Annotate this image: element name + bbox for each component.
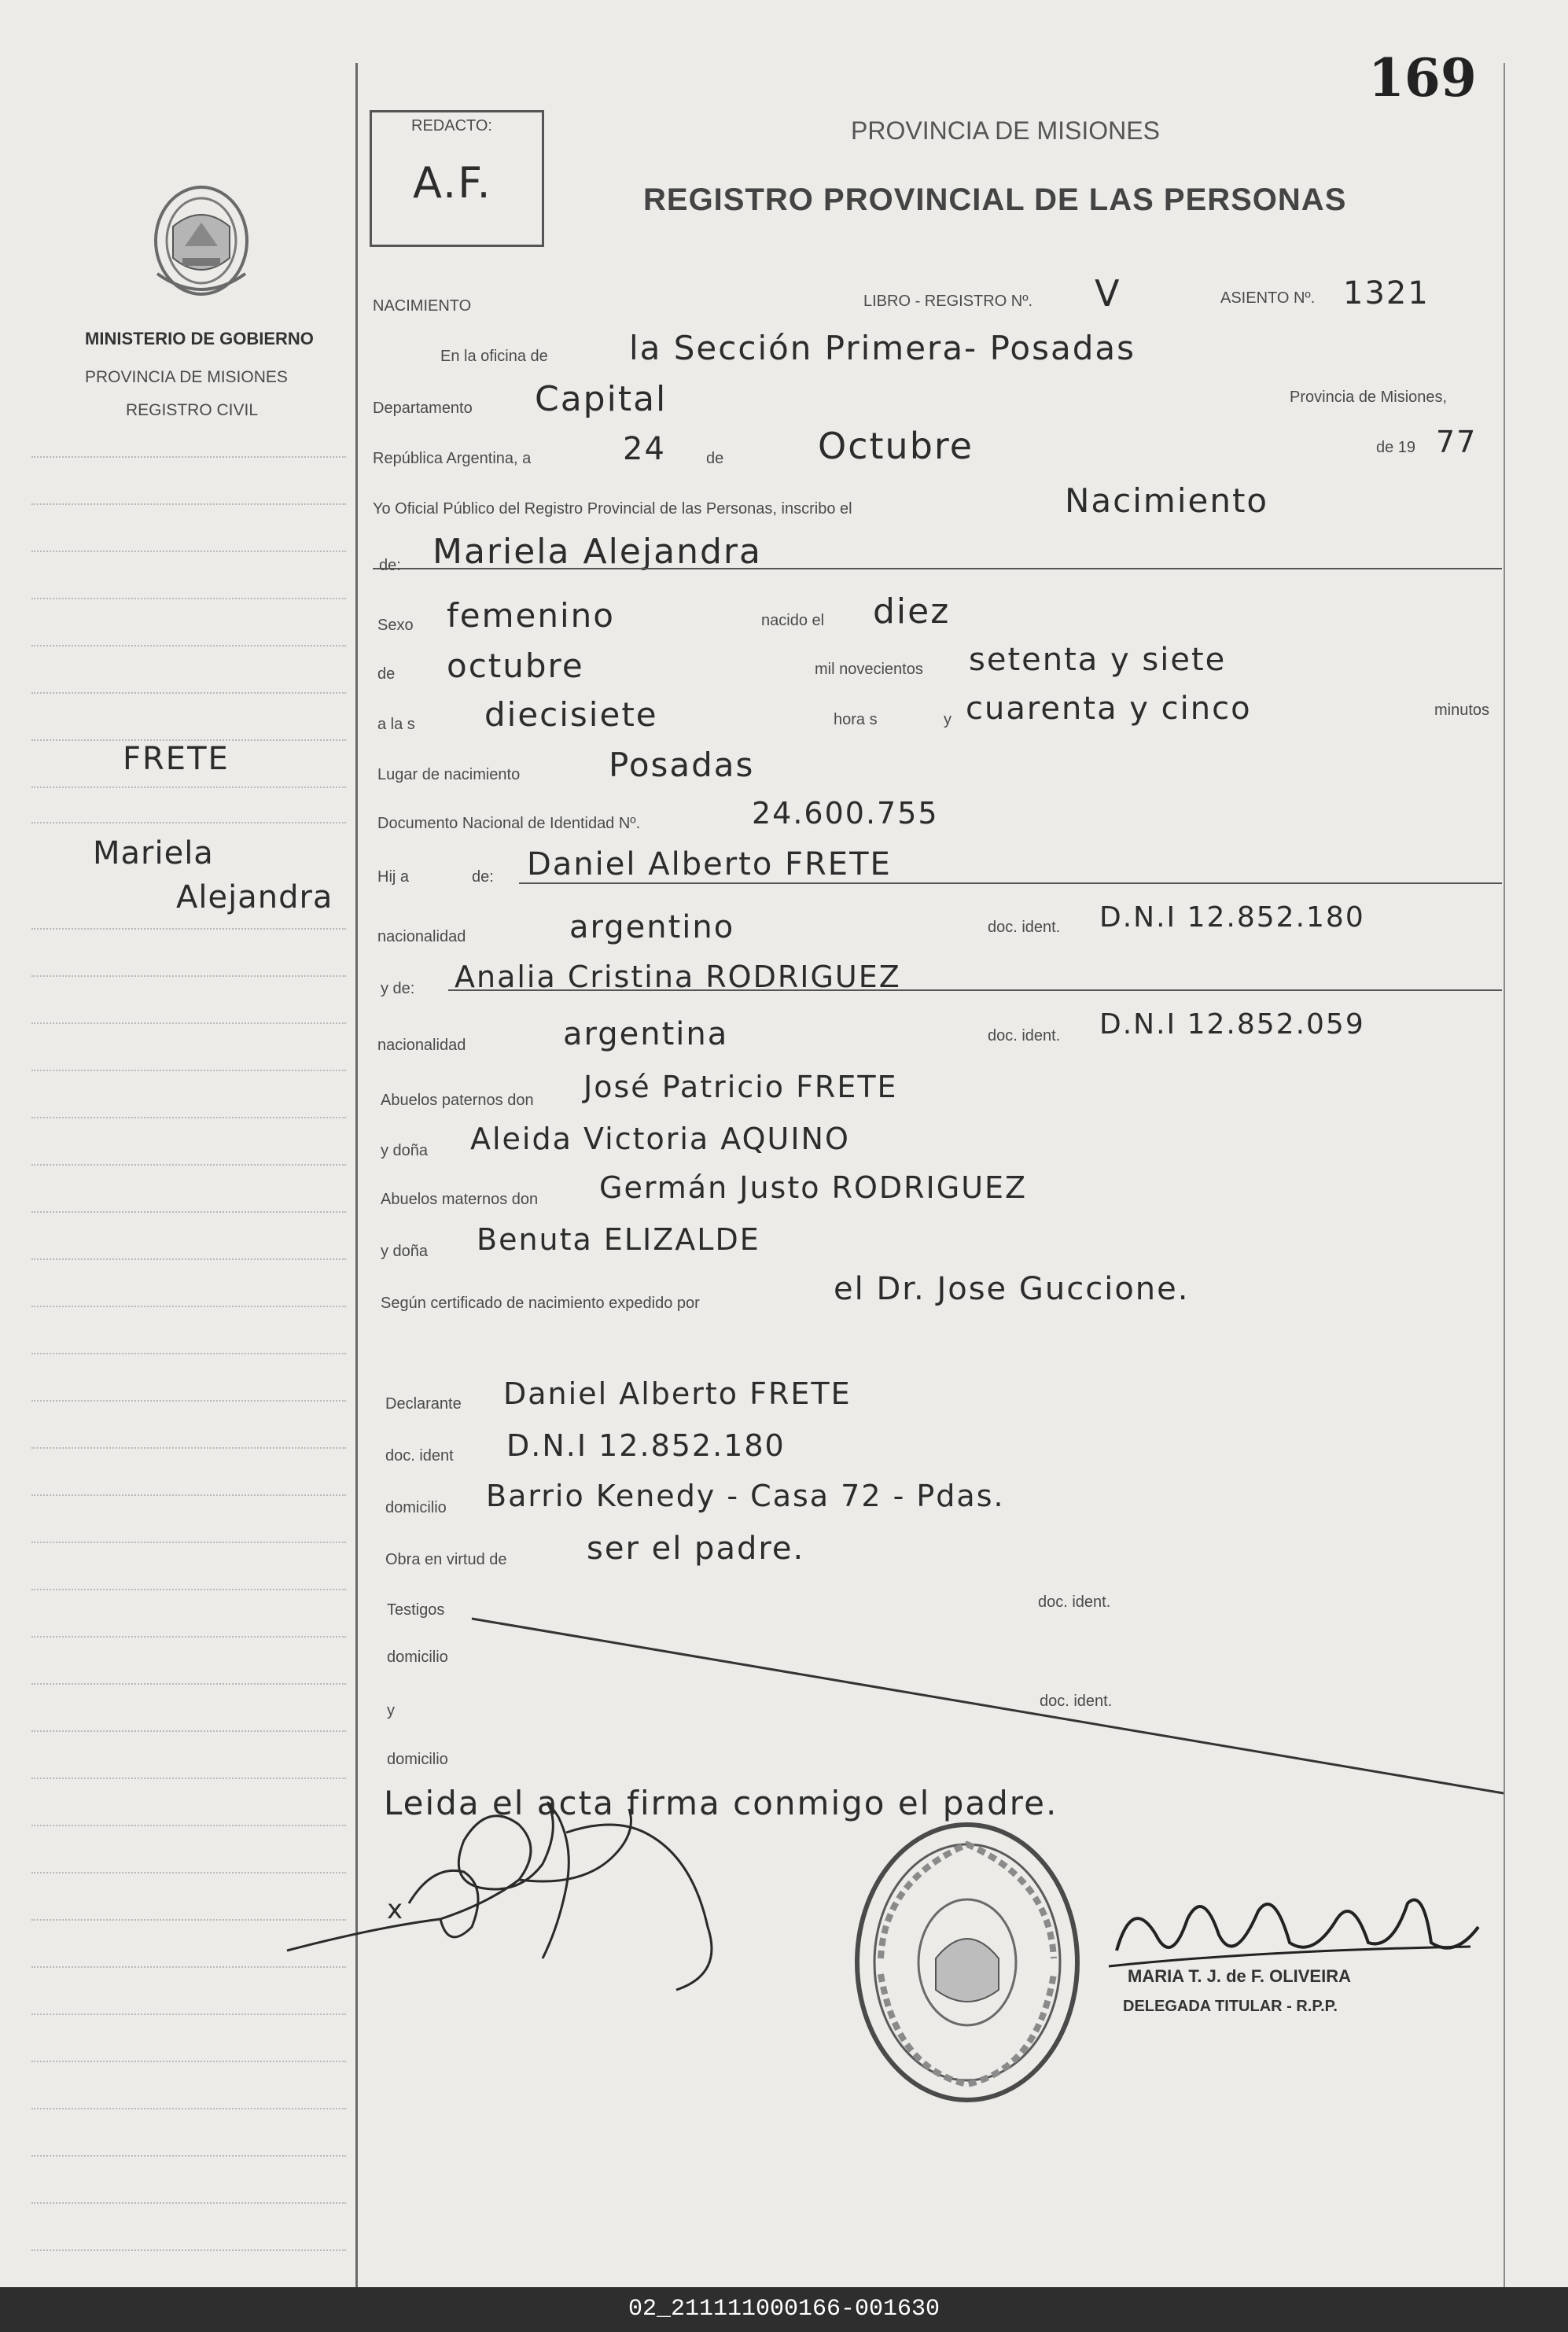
nombre-label: de: bbox=[379, 557, 401, 574]
redacto-label: REDACTO: bbox=[411, 117, 492, 134]
libro-label: LIBRO - REGISTRO Nº. bbox=[863, 293, 1033, 310]
mes2-value: octubre bbox=[447, 647, 584, 685]
abm-label: Abuelos maternos don bbox=[381, 1191, 539, 1208]
minutos-label: minutos bbox=[1434, 702, 1490, 719]
official-name: MARIA T. J. de F. OLIVEIRA bbox=[1128, 1966, 1351, 1986]
anio-label: de 19 bbox=[1376, 439, 1416, 456]
domicilio3-label: domicilio bbox=[387, 1751, 448, 1768]
redacto-value: A.F. bbox=[413, 158, 492, 208]
abp-value: José Patricio FRETE bbox=[583, 1070, 898, 1104]
asiento-label: ASIENTO Nº. bbox=[1220, 289, 1316, 307]
declarant-signature bbox=[283, 1770, 755, 2006]
de2-label: de bbox=[377, 665, 396, 683]
file-id-footer: 02_211111000166-001630 bbox=[0, 2287, 1568, 2332]
right-border bbox=[1504, 63, 1505, 2287]
hij-label: Hij a bbox=[377, 868, 410, 886]
nombre-value: Mariela Alejandra bbox=[432, 532, 762, 572]
doc1-label: doc. ident. bbox=[988, 919, 1061, 936]
republica-label: República Argentina, a bbox=[373, 450, 532, 467]
margin-given-2: Alejandra bbox=[176, 879, 333, 915]
departamento-value: Capital bbox=[535, 379, 668, 419]
x-mark: x bbox=[387, 1894, 405, 1925]
record-type-label: NACIMIENTO bbox=[373, 297, 472, 315]
padre-underline bbox=[519, 882, 1502, 884]
oficina-label: En la oficina de bbox=[440, 348, 548, 365]
doc2-value: D.N.I 12.852.059 bbox=[1099, 1008, 1365, 1041]
header-province: PROVINCIA DE MISIONES bbox=[851, 116, 1160, 145]
testigos-label: Testigos bbox=[387, 1601, 445, 1619]
provincia-label: Provincia de Misiones, bbox=[1290, 389, 1448, 406]
doc1-value: D.N.I 12.852.180 bbox=[1099, 901, 1365, 934]
margin-given-1: Mariela bbox=[93, 835, 214, 871]
padre-value: Daniel Alberto FRETE bbox=[527, 846, 892, 882]
horas-label: hora s bbox=[834, 711, 878, 728]
abm-value: Germán Justo RODRIGUEZ bbox=[599, 1170, 1028, 1205]
yde-label: y de: bbox=[381, 980, 415, 997]
leida-text: Leida el acta firma conmigo el padre. bbox=[384, 1784, 1058, 1822]
mes-value: Octubre bbox=[818, 425, 974, 467]
lugar-value: Posadas bbox=[609, 746, 755, 784]
nacido-value: diez bbox=[873, 591, 951, 632]
dni-label: Documento Nacional de Identidad Nº. bbox=[377, 815, 641, 832]
doc-ident-label-2: doc. ident. bbox=[1040, 1693, 1113, 1710]
lugar-label: Lugar de nacimiento bbox=[377, 766, 521, 783]
doc-ident-label-1: doc. ident. bbox=[1038, 1593, 1111, 1611]
registro-civil-label: REGISTRO CIVIL bbox=[126, 401, 259, 419]
registry-round-stamp bbox=[849, 1817, 1085, 2108]
oficial-label: Yo Oficial Público del Registro Provincial de las Personas, inscribo el bbox=[373, 500, 852, 518]
doc2-label: doc. ident. bbox=[988, 1027, 1061, 1044]
coat-of-arms-emblem bbox=[142, 179, 261, 307]
dni-value: 24.600.755 bbox=[752, 796, 939, 831]
header-registry: REGISTRO PROVINCIAL DE LAS PERSONAS bbox=[643, 182, 1347, 217]
docdecl-label: doc. ident bbox=[385, 1447, 454, 1464]
oficina-value: la Sección Primera- Posadas bbox=[629, 329, 1136, 367]
anio-value: 77 bbox=[1436, 425, 1478, 459]
declarante-label: Declarante bbox=[385, 1395, 462, 1413]
declarante-value: Daniel Alberto FRETE bbox=[503, 1376, 852, 1411]
de-label: de bbox=[706, 450, 724, 467]
dia-value: 24 bbox=[623, 431, 666, 467]
nombre-underline bbox=[373, 568, 1502, 569]
departamento-label: Departamento bbox=[373, 400, 473, 417]
abm2-value: Benuta ELIZALDE bbox=[477, 1222, 760, 1257]
horas-value: diecisiete bbox=[484, 695, 658, 734]
obra-label: Obra en virtud de bbox=[385, 1551, 507, 1568]
de3-label: de: bbox=[472, 868, 494, 886]
segun-value: el Dr. Jose Guccione. bbox=[834, 1271, 1190, 1307]
obra-value: ser el padre. bbox=[587, 1531, 805, 1567]
ministry-label: MINISTERIO DE GOBIERNO bbox=[85, 329, 314, 348]
sexo-value: femenino bbox=[447, 596, 615, 635]
nacido-label: nacido el bbox=[761, 612, 825, 629]
redacto-box bbox=[370, 110, 544, 247]
official-title: DELEGADA TITULAR - R.P.P. bbox=[1123, 1998, 1338, 2015]
nac2-label: nacionalidad bbox=[377, 1037, 466, 1054]
ydona1-label: y doña bbox=[381, 1142, 429, 1159]
alas-label: a la s bbox=[377, 716, 415, 733]
asiento-value: 1321 bbox=[1343, 275, 1430, 311]
nac1-label: nacionalidad bbox=[377, 928, 466, 945]
minutos-value: cuarenta y cinco bbox=[966, 691, 1252, 727]
margin-surname: FRETE bbox=[123, 741, 230, 777]
segun-label: Según certificado de nacimiento expedido por bbox=[381, 1295, 700, 1312]
libro-value: V bbox=[1095, 272, 1121, 315]
domicilio2-label: domicilio bbox=[387, 1649, 448, 1666]
y2-label: y bbox=[387, 1702, 395, 1719]
mil-value: setenta y siete bbox=[969, 642, 1227, 678]
abp2-value: Aleida Victoria AQUINO bbox=[470, 1122, 850, 1156]
province-label: PROVINCIA DE MISIONES bbox=[85, 368, 288, 386]
abp-label: Abuelos paternos don bbox=[381, 1092, 534, 1109]
nac1-value: argentino bbox=[569, 909, 735, 945]
sexo-label: Sexo bbox=[377, 617, 414, 634]
page-number: 169 bbox=[1368, 47, 1477, 109]
domicilio-value: Barrio Kenedy - Casa 72 - Pdas. bbox=[486, 1479, 1005, 1513]
y-label: y bbox=[944, 711, 951, 728]
ydona2-label: y doña bbox=[381, 1243, 429, 1260]
nac2-value: argentina bbox=[563, 1016, 729, 1052]
docdecl-value: D.N.I 12.852.180 bbox=[506, 1428, 786, 1463]
domicilio-label: domicilio bbox=[385, 1499, 447, 1516]
madre-underline bbox=[448, 989, 1502, 991]
oficial-value: Nacimiento bbox=[1065, 481, 1269, 520]
mil-label: mil novecientos bbox=[815, 661, 923, 678]
madre-value: Analia Cristina RODRIGUEZ bbox=[455, 960, 901, 994]
